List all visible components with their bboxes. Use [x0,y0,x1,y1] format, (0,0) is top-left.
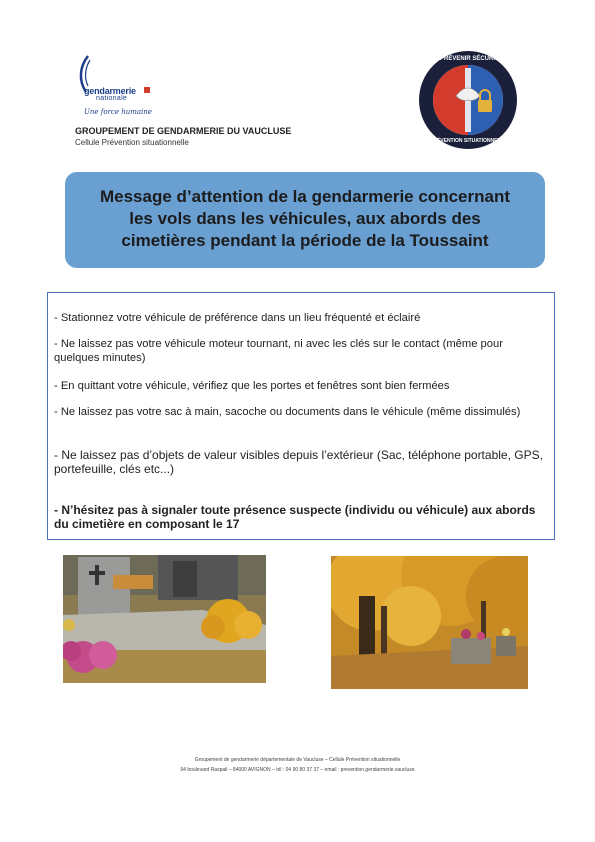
tip-2: - Ne laissez pas votre véhicule moteur tournant, ni avec les clés sur le contact (même pour quelques minutes) [54,338,503,364]
headline-line-1: Message d’attention de la gendarmerie concernant [99,187,510,206]
badge-emblem-icon [418,50,518,150]
tip-5: - Ne laissez pas d’objets de valeur visibles depuis l’extérieur (Sac, téléphone portable, GPS, portefeuille, clés etc...) [54,448,543,476]
org-subtitle: Cellule Prévention situationnelle [75,138,189,147]
headline-line-2: les vols dans les véhicules, aux abords des [129,209,481,228]
cemetery-grave-photo [63,555,266,683]
prevention-badge [418,50,518,150]
tip-3: - En quittant votre véhicule, vérifiez que les portes et fenêtres sont bien fermées [54,380,450,392]
logo-motto: Une force humaine [84,108,152,116]
tip-1: - Stationnez votre véhicule de préférence dans un lieu fréquenté et éclairé [54,312,421,324]
advice-box [47,292,555,540]
autumn-cemetery-photo [331,556,528,689]
headline-banner [65,172,545,268]
tip-6: - N’hésitez pas à signaler toute présence suspecte (individu ou véhicule) aux abords du cimetière en composant le 17 [54,503,536,531]
footer-line-2: 94 boulevard Raspail – 84000 AVIGNON – tél : 04 90 80 37 37 – email : prevention.gendarmerie.vaucluse [180,767,415,773]
org-title: GROUPEMENT DE GENDARMERIE DU VAUCLUSE [75,126,292,136]
logo-name: gendarmerie [84,86,136,96]
footer-line-1: Groupement de gendarmerie départementale de Vaucluse – Cellule Prévention situationnelle [194,757,401,763]
logo-sub: nationale [96,95,128,102]
badge-bottom-text: PRÉVENTION SITUATIONNELLE [430,138,507,144]
badge-top-text: PRÉVENIR SÉCURISER [440,56,508,62]
gendarmerie-logo [76,52,186,122]
headline-line-3: cimetières pendant la période de la Toussaint [121,231,489,250]
tip-4: - Ne laissez pas votre sac à main, sacoche ou documents dans le véhicule (même dissimulés) [54,406,521,418]
